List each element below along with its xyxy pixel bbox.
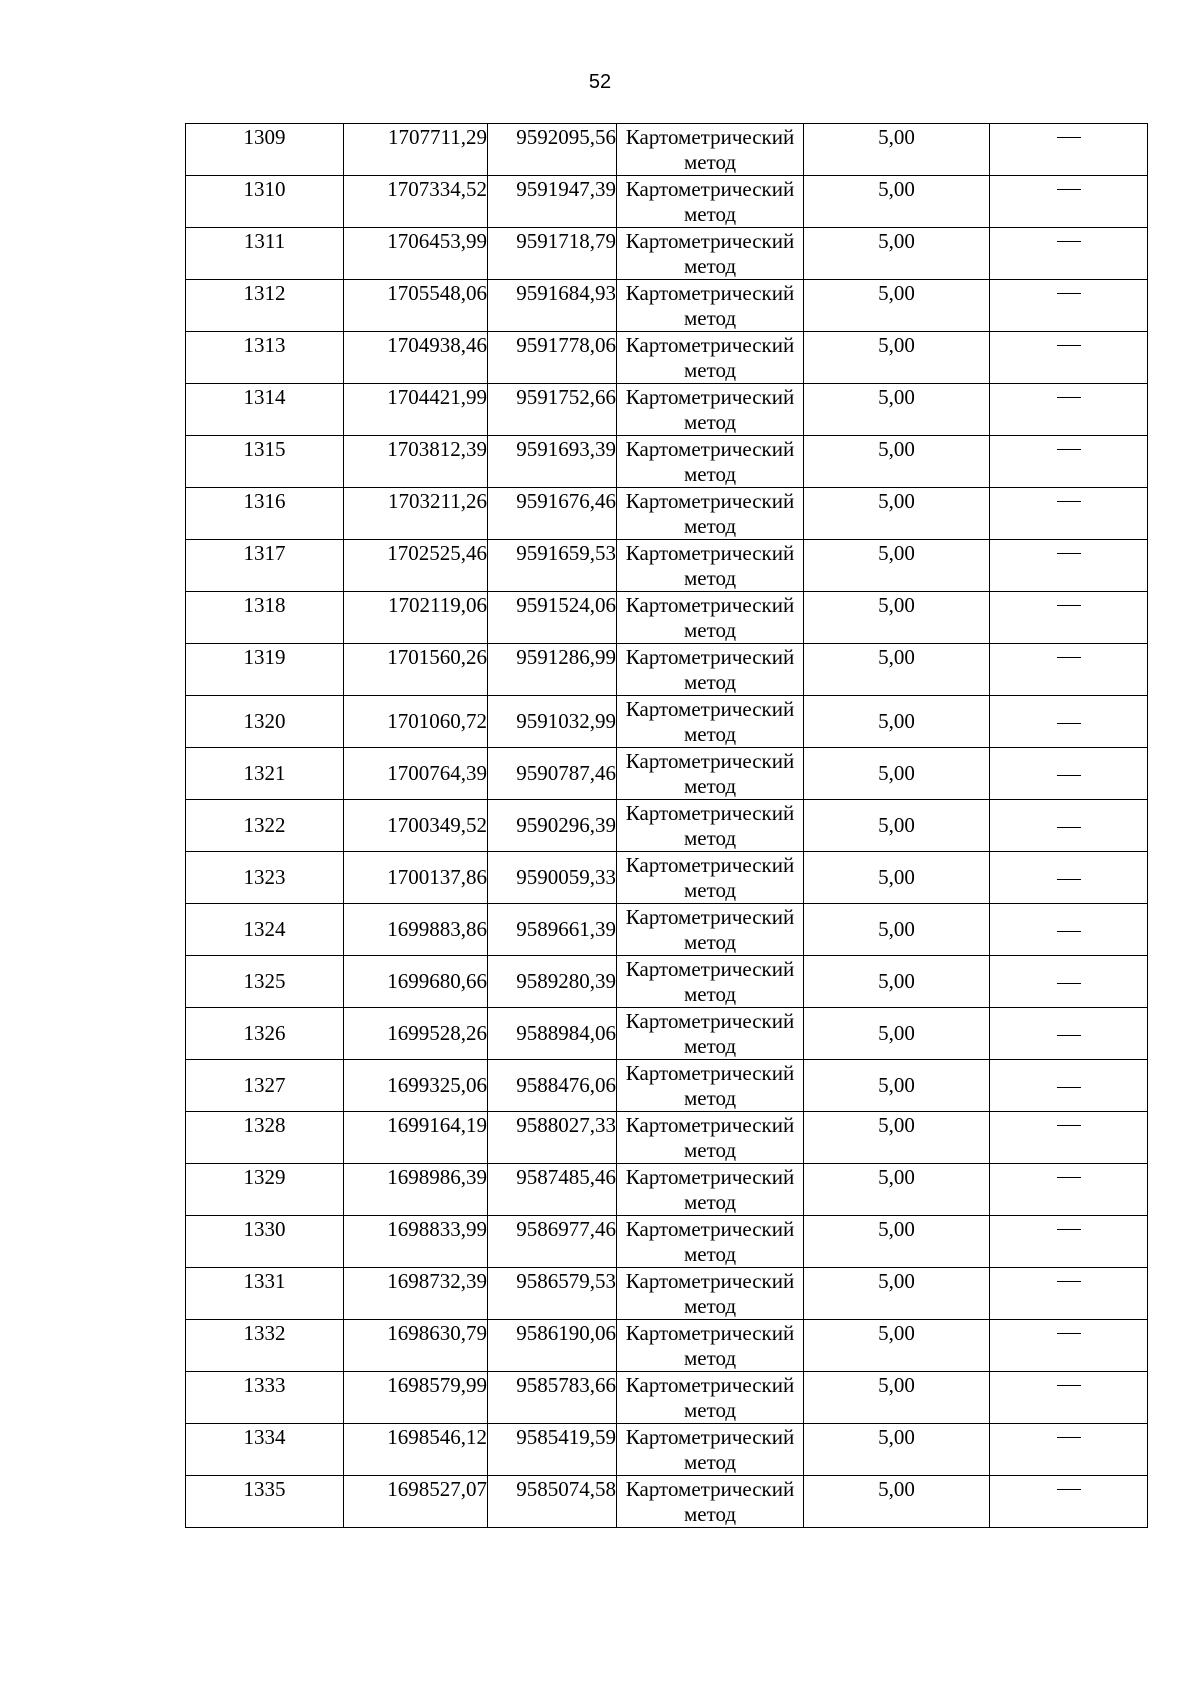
dash-mark xyxy=(1057,983,1081,984)
description-cell xyxy=(990,1112,1148,1164)
y-coordinate-cell: 9590787,46 xyxy=(488,748,617,800)
method-line-1: Картометрический xyxy=(625,333,795,357)
dash-mark xyxy=(1057,1177,1081,1178)
accuracy-cell: 5,00 xyxy=(804,748,990,800)
method-cell xyxy=(617,124,804,176)
accuracy-cell: 5,00 xyxy=(804,1424,990,1476)
accuracy-cell: 5,00 xyxy=(804,1372,990,1424)
point-number-cell: 1332 xyxy=(186,1320,344,1372)
method-line-2: метод xyxy=(683,462,737,486)
method-cell xyxy=(617,852,804,904)
y-coordinate-cell: 9585074,58 xyxy=(488,1476,617,1528)
description-cell xyxy=(990,228,1148,280)
method-line-1: Картометрический xyxy=(625,1113,795,1137)
point-number-cell: 1321 xyxy=(186,748,344,800)
point-number-cell: 1312 xyxy=(186,280,344,332)
x-coordinate-cell: 1704421,99 xyxy=(344,384,488,436)
y-coordinate-cell: 9591032,99 xyxy=(488,696,617,748)
dash-mark xyxy=(1057,827,1081,828)
accuracy-cell: 5,00 xyxy=(804,1268,990,1320)
description-cell xyxy=(990,384,1148,436)
table-row xyxy=(186,852,1148,904)
description-cell xyxy=(990,1008,1148,1060)
point-number-cell: 1318 xyxy=(186,592,344,644)
point-number-cell: 1311 xyxy=(186,228,344,280)
method-cell xyxy=(617,1216,804,1268)
method-line-1: Картометрический xyxy=(625,697,795,721)
y-coordinate-cell: 9586977,46 xyxy=(488,1216,617,1268)
x-coordinate-cell: 1701560,26 xyxy=(344,644,488,696)
point-number-cell: 1315 xyxy=(186,436,344,488)
description-cell xyxy=(990,1372,1148,1424)
method-line-2: метод xyxy=(683,618,737,642)
x-coordinate-cell: 1698527,07 xyxy=(344,1476,488,1528)
point-number-cell: 1310 xyxy=(186,176,344,228)
accuracy-cell: 5,00 xyxy=(804,384,990,436)
method-line-2: метод xyxy=(683,306,737,330)
y-coordinate-cell: 9588027,33 xyxy=(488,1112,617,1164)
dash-mark xyxy=(1057,1229,1081,1230)
coordinates-table xyxy=(185,123,1148,1528)
table-row xyxy=(186,384,1148,436)
dash-mark xyxy=(1057,775,1081,776)
method-line-2: метод xyxy=(683,1450,737,1474)
table-row xyxy=(186,488,1148,540)
point-number-cell: 1320 xyxy=(186,696,344,748)
y-coordinate-cell: 9585419,59 xyxy=(488,1424,617,1476)
method-line-1: Картометрический xyxy=(625,541,795,565)
table-row xyxy=(186,280,1148,332)
method-line-1: Картометрический xyxy=(625,1165,795,1189)
point-number-cell: 1313 xyxy=(186,332,344,384)
x-coordinate-cell: 1702525,46 xyxy=(344,540,488,592)
method-line-2: метод xyxy=(683,1346,737,1370)
method-line-1: Картометрический xyxy=(625,1477,795,1501)
accuracy-cell: 5,00 xyxy=(804,540,990,592)
y-coordinate-cell: 9589661,39 xyxy=(488,904,617,956)
x-coordinate-cell: 1698546,12 xyxy=(344,1424,488,1476)
y-coordinate-cell: 9592095,56 xyxy=(488,124,617,176)
accuracy-cell: 5,00 xyxy=(804,1216,990,1268)
dash-mark xyxy=(1057,345,1081,346)
description-cell xyxy=(990,904,1148,956)
accuracy-cell: 5,00 xyxy=(804,956,990,1008)
table-row xyxy=(186,176,1148,228)
method-cell xyxy=(617,436,804,488)
y-coordinate-cell: 9585783,66 xyxy=(488,1372,617,1424)
dash-mark xyxy=(1057,1281,1081,1282)
x-coordinate-cell: 1699883,86 xyxy=(344,904,488,956)
accuracy-cell: 5,00 xyxy=(804,280,990,332)
table-row xyxy=(186,800,1148,852)
method-cell xyxy=(617,176,804,228)
y-coordinate-cell: 9588984,06 xyxy=(488,1008,617,1060)
accuracy-cell: 5,00 xyxy=(804,124,990,176)
method-cell xyxy=(617,1112,804,1164)
x-coordinate-cell: 1698732,39 xyxy=(344,1268,488,1320)
table-row xyxy=(186,1424,1148,1476)
dash-mark xyxy=(1057,657,1081,658)
description-cell xyxy=(990,592,1148,644)
method-line-1: Картометрический xyxy=(625,437,795,461)
x-coordinate-cell: 1700764,39 xyxy=(344,748,488,800)
method-line-2: метод xyxy=(683,826,737,850)
dash-mark xyxy=(1057,501,1081,502)
table-row xyxy=(186,228,1148,280)
method-line-1: Картометрический xyxy=(625,385,795,409)
dash-mark xyxy=(1057,1087,1081,1088)
y-coordinate-cell: 9586190,06 xyxy=(488,1320,617,1372)
method-line-1: Картометрический xyxy=(625,905,795,929)
description-cell xyxy=(990,1060,1148,1112)
x-coordinate-cell: 1704938,46 xyxy=(344,332,488,384)
y-coordinate-cell: 9591286,99 xyxy=(488,644,617,696)
method-cell xyxy=(617,1060,804,1112)
dash-mark xyxy=(1057,1125,1081,1126)
method-cell xyxy=(617,904,804,956)
method-cell xyxy=(617,228,804,280)
method-line-2: метод xyxy=(683,410,737,434)
method-cell xyxy=(617,1372,804,1424)
y-coordinate-cell: 9591659,53 xyxy=(488,540,617,592)
description-cell xyxy=(990,852,1148,904)
method-line-2: метод xyxy=(683,1294,737,1318)
accuracy-cell: 5,00 xyxy=(804,1476,990,1528)
method-line-1: Картометрический xyxy=(625,749,795,773)
accuracy-cell: 5,00 xyxy=(804,488,990,540)
x-coordinate-cell: 1699325,06 xyxy=(344,1060,488,1112)
table-row xyxy=(186,1372,1148,1424)
dash-mark xyxy=(1057,1385,1081,1386)
point-number-cell: 1334 xyxy=(186,1424,344,1476)
accuracy-cell: 5,00 xyxy=(804,436,990,488)
y-coordinate-cell: 9591676,46 xyxy=(488,488,617,540)
method-line-2: метод xyxy=(683,1242,737,1266)
method-line-2: метод xyxy=(683,202,737,226)
table-body xyxy=(186,124,1148,1528)
table-row xyxy=(186,1476,1148,1528)
y-coordinate-cell: 9589280,39 xyxy=(488,956,617,1008)
method-line-1: Картометрический xyxy=(625,125,795,149)
description-cell xyxy=(990,1424,1148,1476)
x-coordinate-cell: 1702119,06 xyxy=(344,592,488,644)
method-line-2: метод xyxy=(683,930,737,954)
accuracy-cell: 5,00 xyxy=(804,852,990,904)
description-cell xyxy=(990,956,1148,1008)
method-cell xyxy=(617,1476,804,1528)
accuracy-cell: 5,00 xyxy=(804,696,990,748)
y-coordinate-cell: 9590059,33 xyxy=(488,852,617,904)
x-coordinate-cell: 1698986,39 xyxy=(344,1164,488,1216)
description-cell xyxy=(990,280,1148,332)
point-number-cell: 1325 xyxy=(186,956,344,1008)
method-cell xyxy=(617,1008,804,1060)
description-cell xyxy=(990,540,1148,592)
y-coordinate-cell: 9591752,66 xyxy=(488,384,617,436)
point-number-cell: 1333 xyxy=(186,1372,344,1424)
y-coordinate-cell: 9587485,46 xyxy=(488,1164,617,1216)
description-cell xyxy=(990,1164,1148,1216)
point-number-cell: 1314 xyxy=(186,384,344,436)
method-cell xyxy=(617,696,804,748)
table-row xyxy=(186,956,1148,1008)
table-row xyxy=(186,748,1148,800)
table-row xyxy=(186,436,1148,488)
table-row xyxy=(186,904,1148,956)
table-row xyxy=(186,1112,1148,1164)
table-row xyxy=(186,124,1148,176)
table-row xyxy=(186,332,1148,384)
method-cell xyxy=(617,1320,804,1372)
method-line-2: метод xyxy=(683,1398,737,1422)
y-coordinate-cell: 9588476,06 xyxy=(488,1060,617,1112)
x-coordinate-cell: 1707334,52 xyxy=(344,176,488,228)
point-number-cell: 1328 xyxy=(186,1112,344,1164)
point-number-cell: 1322 xyxy=(186,800,344,852)
description-cell xyxy=(990,1268,1148,1320)
method-cell xyxy=(617,1268,804,1320)
method-cell xyxy=(617,488,804,540)
table-row xyxy=(186,592,1148,644)
point-number-cell: 1316 xyxy=(186,488,344,540)
accuracy-cell: 5,00 xyxy=(804,1320,990,1372)
y-coordinate-cell: 9591524,06 xyxy=(488,592,617,644)
accuracy-cell: 5,00 xyxy=(804,1164,990,1216)
x-coordinate-cell: 1699680,66 xyxy=(344,956,488,1008)
x-coordinate-cell: 1698579,99 xyxy=(344,1372,488,1424)
description-cell xyxy=(990,124,1148,176)
dash-mark xyxy=(1057,397,1081,398)
x-coordinate-cell: 1698833,99 xyxy=(344,1216,488,1268)
method-line-2: метод xyxy=(683,150,737,174)
method-line-2: метод xyxy=(683,1138,737,1162)
method-line-2: метод xyxy=(683,1034,737,1058)
point-number-cell: 1319 xyxy=(186,644,344,696)
method-cell xyxy=(617,644,804,696)
y-coordinate-cell: 9591718,79 xyxy=(488,228,617,280)
point-number-cell: 1317 xyxy=(186,540,344,592)
method-line-1: Картометрический xyxy=(625,177,795,201)
x-coordinate-cell: 1703211,26 xyxy=(344,488,488,540)
x-coordinate-cell: 1700349,52 xyxy=(344,800,488,852)
description-cell xyxy=(990,1216,1148,1268)
point-number-cell: 1330 xyxy=(186,1216,344,1268)
point-number-cell: 1326 xyxy=(186,1008,344,1060)
y-coordinate-cell: 9591778,06 xyxy=(488,332,617,384)
method-cell xyxy=(617,800,804,852)
accuracy-cell: 5,00 xyxy=(804,592,990,644)
table-row xyxy=(186,1268,1148,1320)
method-line-1: Картометрический xyxy=(625,957,795,981)
x-coordinate-cell: 1698630,79 xyxy=(344,1320,488,1372)
dash-mark xyxy=(1057,1489,1081,1490)
method-line-1: Картометрический xyxy=(625,801,795,825)
point-number-cell: 1327 xyxy=(186,1060,344,1112)
description-cell xyxy=(990,696,1148,748)
method-cell xyxy=(617,384,804,436)
table-row xyxy=(186,1008,1148,1060)
table-row xyxy=(186,1060,1148,1112)
method-line-2: метод xyxy=(683,254,737,278)
x-coordinate-cell: 1706453,99 xyxy=(344,228,488,280)
description-cell xyxy=(990,436,1148,488)
method-line-1: Картометрический xyxy=(625,1009,795,1033)
method-line-1: Картометрический xyxy=(625,1321,795,1345)
method-line-2: метод xyxy=(683,566,737,590)
y-coordinate-cell: 9586579,53 xyxy=(488,1268,617,1320)
point-number-cell: 1323 xyxy=(186,852,344,904)
method-line-1: Картометрический xyxy=(625,489,795,513)
x-coordinate-cell: 1700137,86 xyxy=(344,852,488,904)
table-row xyxy=(186,1164,1148,1216)
description-cell xyxy=(990,748,1148,800)
y-coordinate-cell: 9591693,39 xyxy=(488,436,617,488)
method-line-1: Картометрический xyxy=(625,1061,795,1085)
method-line-1: Картометрический xyxy=(625,645,795,669)
description-cell xyxy=(990,488,1148,540)
method-cell xyxy=(617,1424,804,1476)
point-number-cell: 1335 xyxy=(186,1476,344,1528)
description-cell xyxy=(990,1476,1148,1528)
method-line-1: Картометрический xyxy=(625,229,795,253)
method-line-1: Картометрический xyxy=(625,593,795,617)
y-coordinate-cell: 9591947,39 xyxy=(488,176,617,228)
method-line-2: метод xyxy=(683,670,737,694)
method-line-2: метод xyxy=(683,774,737,798)
method-cell xyxy=(617,748,804,800)
dash-mark xyxy=(1057,553,1081,554)
accuracy-cell: 5,00 xyxy=(804,176,990,228)
table-row xyxy=(186,1216,1148,1268)
method-cell xyxy=(617,540,804,592)
method-line-1: Картометрический xyxy=(625,853,795,877)
dash-mark xyxy=(1057,931,1081,932)
method-line-2: метод xyxy=(683,1086,737,1110)
table-row xyxy=(186,696,1148,748)
method-cell xyxy=(617,592,804,644)
method-line-1: Картометрический xyxy=(625,1269,795,1293)
dash-mark xyxy=(1057,723,1081,724)
description-cell xyxy=(990,176,1148,228)
y-coordinate-cell: 9590296,39 xyxy=(488,800,617,852)
x-coordinate-cell: 1703812,39 xyxy=(344,436,488,488)
accuracy-cell: 5,00 xyxy=(804,800,990,852)
x-coordinate-cell: 1699164,19 xyxy=(344,1112,488,1164)
point-number-cell: 1324 xyxy=(186,904,344,956)
dash-mark xyxy=(1057,605,1081,606)
method-cell xyxy=(617,332,804,384)
accuracy-cell: 5,00 xyxy=(804,228,990,280)
point-number-cell: 1329 xyxy=(186,1164,344,1216)
x-coordinate-cell: 1705548,06 xyxy=(344,280,488,332)
method-cell xyxy=(617,280,804,332)
accuracy-cell: 5,00 xyxy=(804,904,990,956)
method-line-1: Картометрический xyxy=(625,281,795,305)
method-line-2: метод xyxy=(683,722,737,746)
method-line-2: метод xyxy=(683,358,737,382)
dash-mark xyxy=(1057,1333,1081,1334)
dash-mark xyxy=(1057,241,1081,242)
accuracy-cell: 5,00 xyxy=(804,1060,990,1112)
method-cell xyxy=(617,1164,804,1216)
y-coordinate-cell: 9591684,93 xyxy=(488,280,617,332)
dash-mark xyxy=(1057,449,1081,450)
dash-mark xyxy=(1057,1035,1081,1036)
accuracy-cell: 5,00 xyxy=(804,332,990,384)
x-coordinate-cell: 1701060,72 xyxy=(344,696,488,748)
method-line-1: Картометрический xyxy=(625,1373,795,1397)
description-cell xyxy=(990,644,1148,696)
point-number-cell: 1309 xyxy=(186,124,344,176)
x-coordinate-cell: 1699528,26 xyxy=(344,1008,488,1060)
dash-mark xyxy=(1057,137,1081,138)
method-line-1: Картометрический xyxy=(625,1425,795,1449)
description-cell xyxy=(990,800,1148,852)
method-line-2: метод xyxy=(683,1190,737,1214)
method-line-2: метод xyxy=(683,1502,737,1526)
accuracy-cell: 5,00 xyxy=(804,1112,990,1164)
table-row xyxy=(186,644,1148,696)
point-number-cell: 1331 xyxy=(186,1268,344,1320)
x-coordinate-cell: 1707711,29 xyxy=(344,124,488,176)
method-line-2: метод xyxy=(683,878,737,902)
method-line-2: метод xyxy=(683,514,737,538)
dash-mark xyxy=(1057,879,1081,880)
table-row xyxy=(186,540,1148,592)
description-cell xyxy=(990,1320,1148,1372)
page-number: 52 xyxy=(588,71,612,93)
accuracy-cell: 5,00 xyxy=(804,1008,990,1060)
table-row xyxy=(186,1320,1148,1372)
dash-mark xyxy=(1057,293,1081,294)
method-line-1: Картометрический xyxy=(625,1217,795,1241)
dash-mark xyxy=(1057,189,1081,190)
method-cell xyxy=(617,956,804,1008)
description-cell xyxy=(990,332,1148,384)
method-line-2: метод xyxy=(683,982,737,1006)
dash-mark xyxy=(1057,1437,1081,1438)
accuracy-cell: 5,00 xyxy=(804,644,990,696)
